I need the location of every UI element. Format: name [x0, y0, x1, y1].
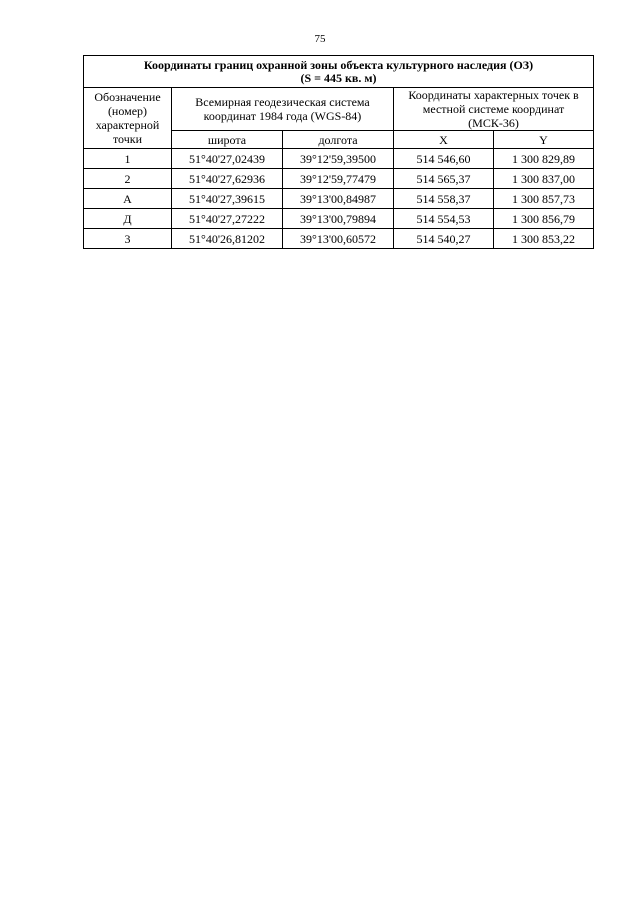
table-title-line2: (S = 445 кв. м)	[300, 70, 377, 85]
cell-longitude: 39°13'00,84987	[283, 189, 394, 209]
cell-latitude: 51°40'27,27222	[172, 209, 283, 229]
table-row	[84, 229, 594, 249]
table-title-row	[84, 56, 594, 88]
cell-longitude: 39°13'00,79894	[283, 209, 394, 229]
cell-latitude: 51°40'27,02439	[172, 149, 283, 169]
table-row	[84, 189, 594, 209]
cell-y: 1 300 829,89	[494, 149, 594, 169]
cell-y: 1 300 856,79	[494, 209, 594, 229]
cell-longitude: 39°13'00,60572	[283, 229, 394, 249]
cell-x: 514 565,37	[394, 169, 494, 189]
header-y: Y	[494, 131, 594, 149]
table-row	[84, 169, 594, 189]
cell-point: Д	[84, 209, 172, 229]
cell-x: 514 546,60	[394, 149, 494, 169]
cell-point: 3	[84, 229, 172, 249]
cell-latitude: 51°40'27,39615	[172, 189, 283, 209]
page-number: 75	[314, 33, 326, 45]
cell-y: 1 300 853,22	[494, 229, 594, 249]
cell-point: 2	[84, 169, 172, 189]
cell-x: 514 554,53	[394, 209, 494, 229]
header-row	[84, 88, 594, 131]
cell-x: 514 558,37	[394, 189, 494, 209]
cell-latitude: 51°40'26,81202	[172, 229, 283, 249]
table-title	[84, 56, 594, 88]
cell-y: 1 300 837,00	[494, 169, 594, 189]
table-row	[84, 149, 594, 169]
cell-longitude: 39°12'59,77479	[283, 169, 394, 189]
header-local-group: Координаты характерных точек в местной системе координат (МСК-36)	[394, 88, 594, 131]
table-row	[84, 209, 594, 229]
header-x: X	[394, 131, 494, 149]
header-point-label: Обозначение (номер) характерной точки	[84, 88, 172, 149]
coordinates-table	[83, 55, 594, 249]
cell-y: 1 300 857,73	[494, 189, 594, 209]
cell-latitude: 51°40'27,62936	[172, 169, 283, 189]
header-longitude: долгота	[283, 131, 394, 149]
header-wgs-group: Всемирная геодезическая система координат 1984 года (WGS-84)	[172, 88, 394, 131]
cell-x: 514 540,27	[394, 229, 494, 249]
table-title-line1: Координаты границ охранной зоны объекта культурного наследия (ОЗ)	[143, 57, 534, 72]
header-latitude: широта	[172, 131, 283, 149]
cell-point: 1	[84, 149, 172, 169]
cell-point: А	[84, 189, 172, 209]
cell-longitude: 39°12'59,39500	[283, 149, 394, 169]
